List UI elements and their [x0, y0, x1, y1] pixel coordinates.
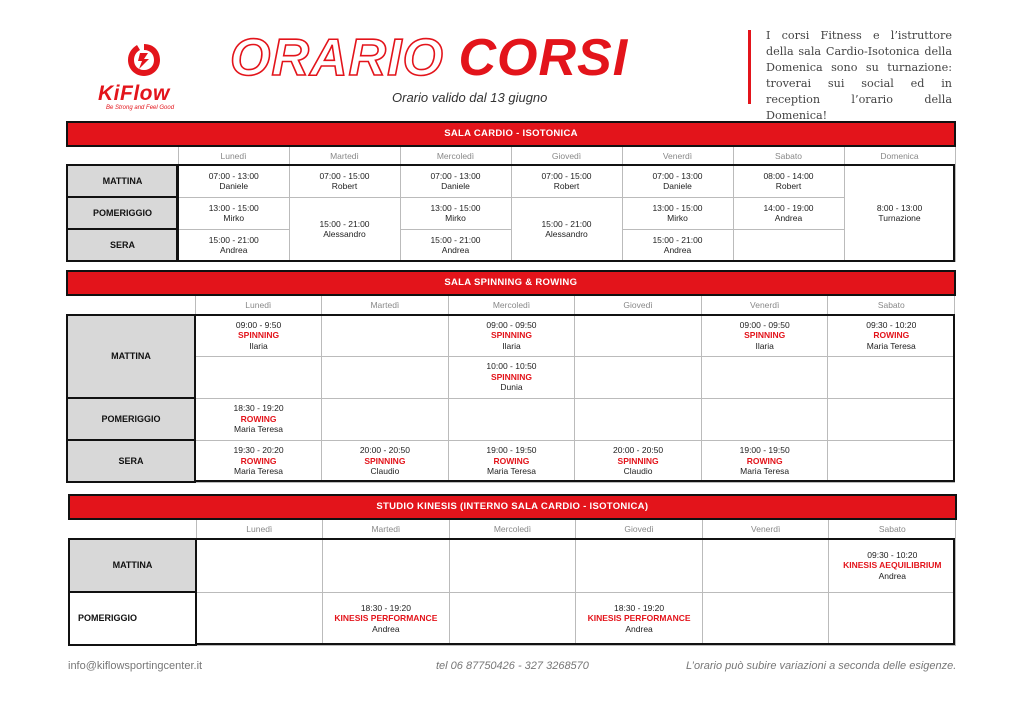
schedule-cell: 08:00 - 14:00 Robert — [733, 165, 844, 197]
schedule-cell: 09:00 - 09:50 SPINNING Ilaria — [448, 315, 575, 356]
corner-cell — [67, 146, 178, 165]
schedule-cell: 15:00 - 21:00 Andrea — [178, 229, 289, 261]
page-title — [230, 28, 628, 88]
day-header: Sabato — [733, 146, 844, 165]
day-header: Venerdì — [702, 519, 829, 539]
spinning-table-title: SALA SPINNING & ROWING — [67, 271, 955, 295]
corner-cell — [69, 519, 196, 539]
day-header: Martedì — [323, 519, 450, 539]
valid-from-text: Orario valido dal 13 giugno — [392, 90, 548, 105]
day-header: Venerdì — [622, 146, 733, 165]
schedule-cell — [449, 539, 576, 592]
schedule-cell: 19:00 - 19:50 ROWING Maria Teresa — [701, 440, 828, 482]
schedule-cell — [701, 398, 828, 440]
kinesis-schedule-table — [68, 494, 957, 646]
day-header: Sabato — [829, 519, 956, 539]
schedule-cell — [829, 592, 956, 645]
footer-email: info@kiflowsportingcenter.it — [68, 660, 203, 672]
schedule-cell: 09:30 - 10:20 KINESIS AEQUILIBRIUM Andrea — [829, 539, 956, 592]
brand-logo — [98, 42, 198, 111]
slot-label: MATTINA — [67, 315, 195, 398]
day-header: Lunedì — [195, 295, 322, 315]
schedule-cell: 14:00 - 19:00 Andrea — [733, 197, 844, 229]
schedule-cell — [702, 539, 829, 592]
schedule-cell — [575, 398, 702, 440]
schedule-cell — [576, 539, 703, 592]
schedule-cell: 15:00 - 21:00 Andrea — [622, 229, 733, 261]
slot-label: POMERIGGIO — [67, 197, 178, 229]
day-header: Mercoledì — [449, 519, 576, 539]
slot-label: MATTINA — [69, 539, 196, 592]
schedule-cell: 13:00 - 15:00 Mirko — [400, 197, 511, 229]
schedule-cell — [322, 398, 449, 440]
corner-cell — [67, 295, 195, 315]
day-header: Martedì — [322, 295, 449, 315]
schedule-cell — [196, 539, 323, 592]
schedule-cell: 07:00 - 15:00 Robert — [511, 165, 622, 197]
divider-bar — [748, 30, 751, 104]
slot-label: POMERIGGIO — [69, 592, 196, 645]
schedule-cell: 07:00 - 15:00 Robert — [289, 165, 400, 197]
day-header: Venerdì — [701, 295, 828, 315]
schedule-cell — [322, 356, 449, 398]
schedule-cell: 15:00 - 21:00 Alessandro — [511, 197, 622, 261]
schedule-cell: 19:30 - 20:20 ROWING Maria Teresa — [195, 440, 322, 482]
slot-label: SERA — [67, 440, 195, 482]
schedule-cell — [702, 592, 829, 645]
schedule-cell: 20:00 - 20:50 SPINNING Claudio — [575, 440, 702, 482]
footer-phone: tel 06 87750426 - 327 3268570 — [436, 660, 589, 672]
schedule-cell: 18:30 - 19:20 KINESIS PERFORMANCE Andrea — [323, 592, 450, 645]
schedule-cell — [828, 398, 955, 440]
day-header: Sabato — [828, 295, 955, 315]
schedule-cell: 09:30 - 10:20 ROWING Maria Teresa — [828, 315, 955, 356]
schedule-cell: 13:00 - 15:00 Mirko — [622, 197, 733, 229]
day-header: Giovedì — [576, 519, 703, 539]
schedule-cell: 09:00 - 09:50 SPINNING Ilaria — [701, 315, 828, 356]
brand-name: KiFlow — [98, 82, 170, 105]
schedule-cell: 18:30 - 19:20 KINESIS PERFORMANCE Andrea — [576, 592, 703, 645]
schedule-cell: 20:00 - 20:50 SPINNING Claudio — [322, 440, 449, 482]
slot-label: SERA — [67, 229, 178, 261]
cardio-table-title: SALA CARDIO - ISOTONICA — [67, 122, 955, 146]
day-header: Giovedì — [575, 295, 702, 315]
schedule-cell — [196, 592, 323, 645]
kiflow-logo-icon — [126, 42, 162, 78]
schedule-cell — [828, 440, 955, 482]
day-header: Mercoledì — [448, 295, 575, 315]
schedule-cell — [575, 356, 702, 398]
schedule-cell — [828, 356, 955, 398]
slot-label: MATTINA — [67, 165, 178, 197]
title-outline: ORARIO — [230, 29, 444, 87]
schedule-cell — [701, 356, 828, 398]
schedule-cell — [323, 539, 450, 592]
schedule-cell: 19:00 - 19:50 ROWING Maria Teresa — [448, 440, 575, 482]
day-header: Martedì — [289, 146, 400, 165]
brand-tagline: Be Strong and Feel Good — [106, 105, 175, 111]
kinesis-table-title: STUDIO KINESIS (INTERNO SALA CARDIO - ISOTONICA) — [69, 495, 956, 519]
cardio-schedule-table — [66, 121, 956, 262]
schedule-cell — [733, 229, 844, 261]
schedule-cell — [195, 356, 322, 398]
schedule-cell: 10:00 - 10:50 SPINNING Dunia — [448, 356, 575, 398]
spinning-schedule-table — [66, 270, 956, 483]
schedule-cell — [575, 315, 702, 356]
schedule-cell: 09:00 - 9:50 SPINNING Ilaria — [195, 315, 322, 356]
schedule-cell: 8:00 - 13:00 Turnazione — [844, 165, 955, 261]
schedule-cell: 15:00 - 21:00 Andrea — [400, 229, 511, 261]
day-header: Domenica — [844, 146, 955, 165]
day-header: Lunedì — [178, 146, 289, 165]
schedule-cell — [449, 592, 576, 645]
schedule-cell: 18:30 - 19:20 ROWING Maria Teresa — [195, 398, 322, 440]
schedule-cell — [322, 315, 449, 356]
schedule-cell: 07:00 - 13:00 Daniele — [622, 165, 733, 197]
day-header: Lunedì — [196, 519, 323, 539]
slot-label: POMERIGGIO — [67, 398, 195, 440]
sunday-note: I corsi Fitness e l’istruttore della sala Cardio-Isotonica della Domenica sono su turnazione: troverai sui social ed in reception l’orario della Domenica! — [766, 29, 952, 122]
schedule-cell: 07:00 - 13:00 Daniele — [178, 165, 289, 197]
day-header: Mercoledì — [400, 146, 511, 165]
schedule-cell: 13:00 - 15:00 Mirko — [178, 197, 289, 229]
footer-disclaimer: L’orario può subire variazioni a seconda delle esigenze. — [686, 660, 957, 672]
day-header: Giovedì — [511, 146, 622, 165]
schedule-cell: 07:00 - 13:00 Daniele — [400, 165, 511, 197]
schedule-cell — [448, 398, 575, 440]
title-solid: CORSI — [458, 29, 629, 87]
schedule-cell: 15:00 - 21:00 Alessandro — [289, 197, 400, 261]
